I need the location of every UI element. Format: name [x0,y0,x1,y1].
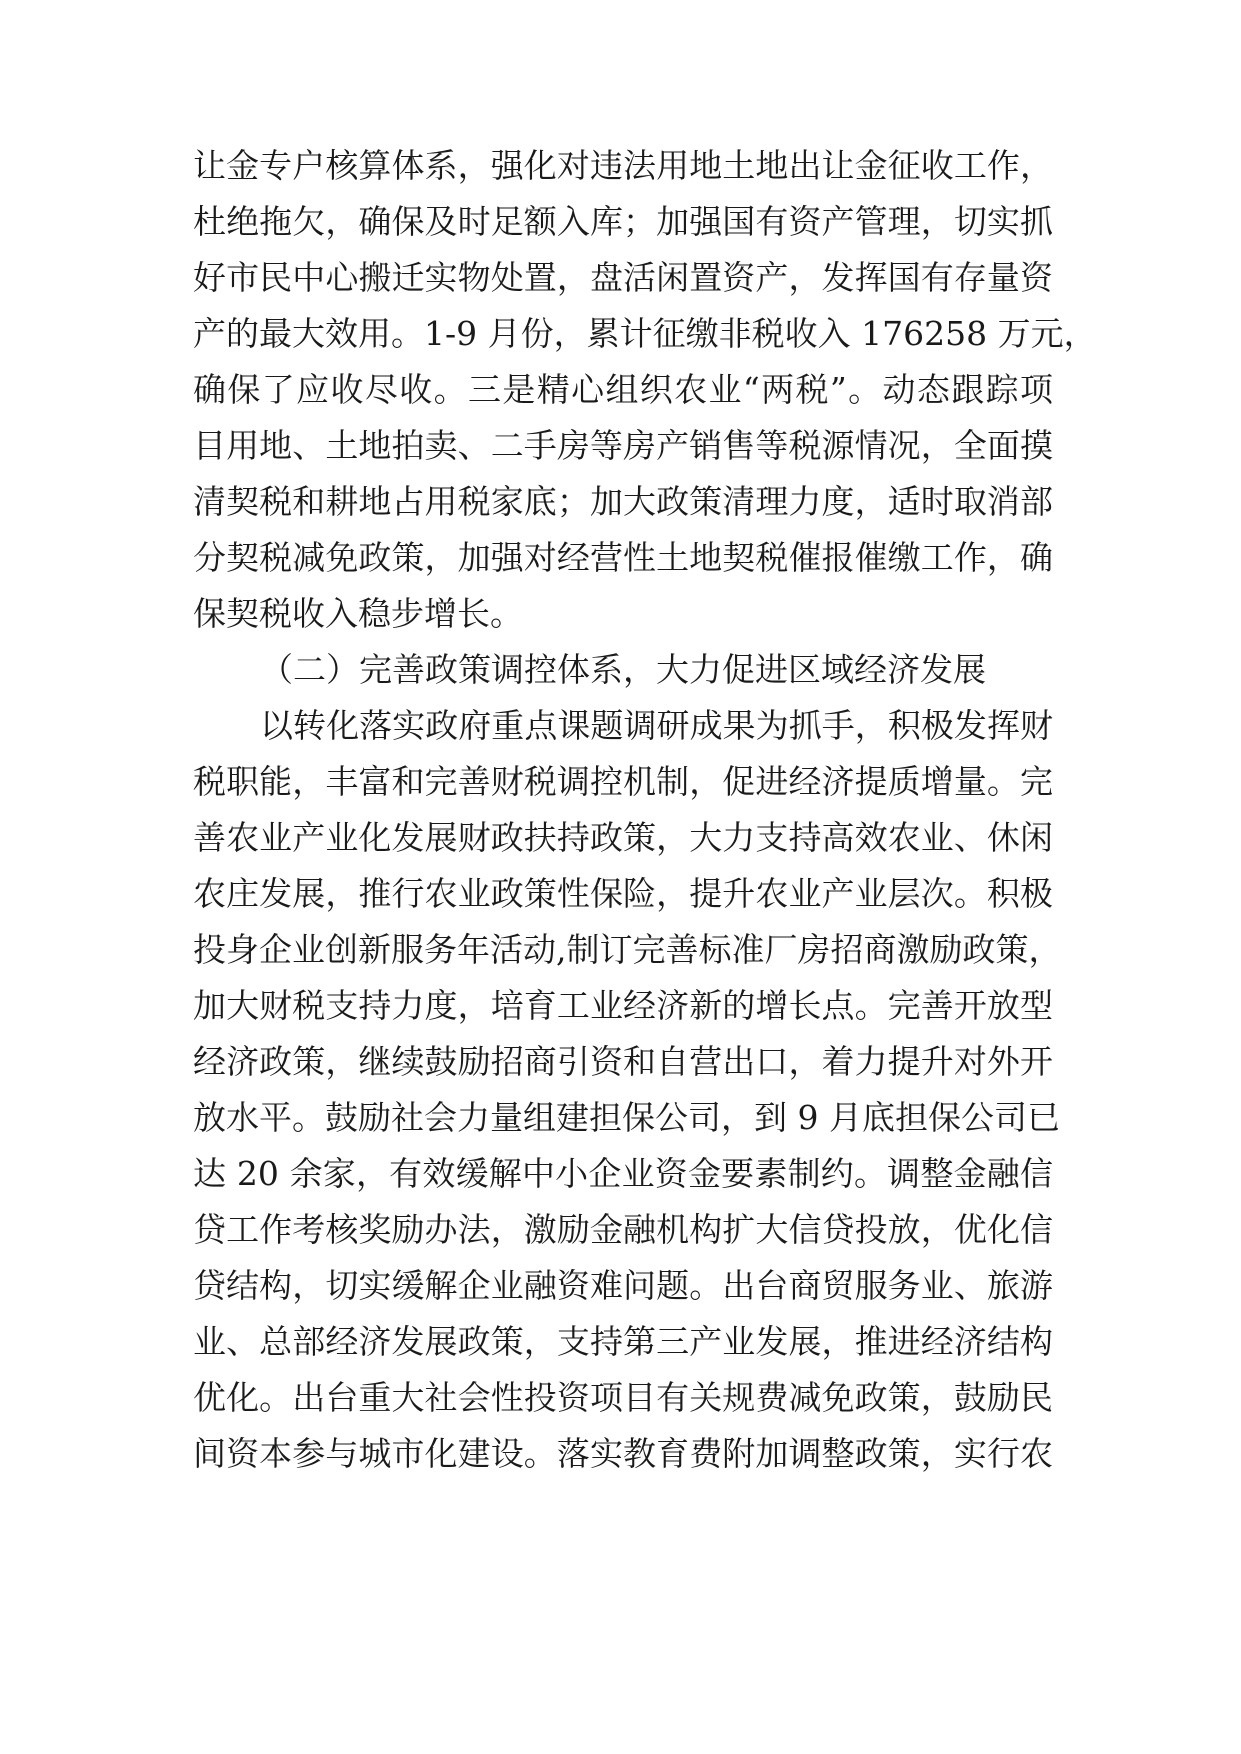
paragraph-line: 清契税和耕地占用税家底；加大政策清理力度，适时取消部 [193,482,1053,521]
paragraph-line: 让金专户核算体系，强化对违法用地土地出让金征收工作， [193,146,1053,185]
paragraph-line: 达 20 余家，有效缓解中小企业资金要素制约。调整金融信 [193,1154,1053,1193]
paragraph-line: 产的最大效用。1-9 月份，累计征缴非税收入 176258 万元， [193,314,1097,353]
paragraph-line: 间资本参与城市化建设。落实教育费附加调整政策，实行农 [193,1434,1053,1473]
paragraph-line: 以转化落实政府重点课题调研成果为抓手，积极发挥财 [260,706,1053,745]
paragraph-line: 杜绝拖欠，确保及时足额入库；加强国有资产管理，切实抓 [193,202,1053,241]
paragraph-line: 税职能，丰富和完善财税调控机制，促进经济提质增量。完 [193,762,1053,801]
paragraph-line: 保契税收入稳步增长。 [193,594,523,633]
paragraph-line: 农庄发展，推行农业政策性保险，提升农业产业层次。积极 [193,874,1053,913]
paragraph-line: 加大财税支持力度，培育工业经济新的增长点。完善开放型 [193,986,1053,1025]
paragraph-line: 投身企业创新服务年活动,制订完善标准厂房招商激励政策， [193,930,1062,969]
paragraph-line: 放水平。鼓励社会力量组建担保公司，到 9 月底担保公司已 [193,1098,1060,1137]
paragraph-line: 确保了应收尽收。三是精心组织农业“两税”。动态跟踪项 [193,370,1053,409]
paragraph-line: 贷结构，切实缓解企业融资难问题。出台商贸服务业、旅游 [193,1266,1053,1305]
paragraph-line: 目用地、土地拍卖、二手房等房产销售等税源情况，全面摸 [193,426,1053,465]
paragraph-line: 贷工作考核奖励办法，激励金融机构扩大信贷投放，优化信 [193,1210,1053,1249]
paragraph-line: 业、总部经济发展政策，支持第三产业发展，推进经济结构 [193,1322,1053,1361]
section-heading: （二）完善政策调控体系，大力促进区域经济发展 [260,650,986,689]
paragraph-line: 分契税减免政策，加强对经营性土地契税催报催缴工作，确 [193,538,1053,577]
paragraph-line: 经济政策，继续鼓励招商引资和自营出口，着力提升对外开 [193,1042,1053,1081]
paragraph-line: 善农业产业化发展财政扶持政策，大力支持高效农业、休闲 [193,818,1053,857]
paragraph-line: 优化。出台重大社会性投资项目有关规费减免政策，鼓励民 [193,1378,1053,1417]
paragraph-line: 好市民中心搬迁实物处置，盘活闲置资产，发挥国有存量资 [193,258,1053,297]
